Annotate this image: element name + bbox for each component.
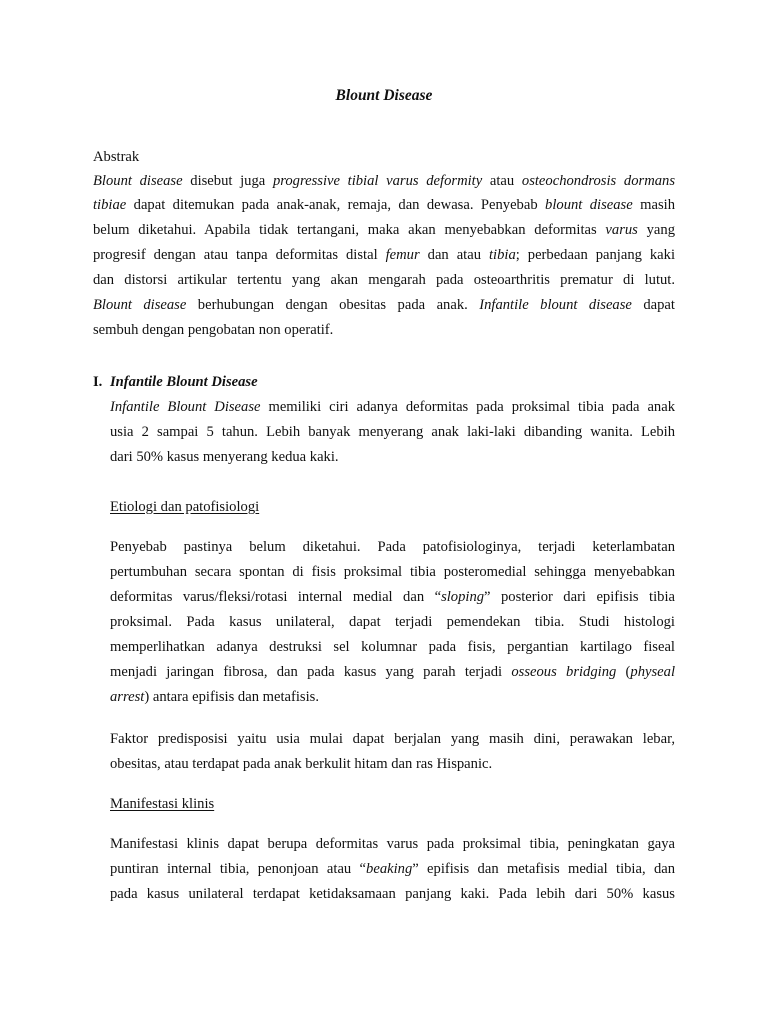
etiologi-p2-line-1: Faktor predisposisi yaitu usia mulai dapat berjalan yang masih dini, perawakan lebar,	[110, 731, 675, 747]
abstract-text: dapat	[631, 297, 675, 313]
abstract-term: Infantile blount disease	[479, 297, 632, 313]
abstract-line-7: sembuh dengan pengobatan non operatif.	[93, 322, 334, 338]
document-title: Blount Disease	[335, 87, 433, 104]
manifestasi-p1-line-3: pada kasus unilateral terdapat ketidaksamaan panjang kaki. Pada lebih dari 50% kasus	[110, 886, 675, 902]
abstract-line-1	[93, 172, 675, 190]
etiologi-text: ” posterior dari epifisis tibia	[484, 589, 675, 605]
etiologi-text: ) antara epifisis dan metafisis.	[144, 689, 319, 705]
intro-line-2: usia 2 sampai 5 tahun. Lebih banyak menyerang anak laki-laki dibanding wanita. Lebih	[110, 424, 675, 440]
abstract-term: Blount disease	[93, 297, 187, 313]
manifestasi-heading	[110, 795, 675, 813]
etiologi-text: menjadi jaringan fibrosa, dan pada kasus yang parah terjadi	[110, 664, 512, 680]
abstract-text: progresif dengan atau tanpa deformitas distal	[93, 247, 386, 263]
manifestasi-p1-line-1: Manifestasi klinis dapat berupa deformitas varus pada proksimal tibia, peningkatan gaya	[110, 836, 675, 852]
intro-term: Infantile Blount Disease	[110, 399, 261, 415]
etiologi-term: arrest	[110, 689, 145, 705]
abstract-term: varus	[605, 222, 638, 238]
etiologi-p1-line-4: proksimal. Pada kasus unilateral, dapat terjadi pemendekan tibia. Studi histologi	[110, 614, 675, 630]
manifestasi-term: beaking	[366, 861, 413, 877]
etiologi-p1-line-3	[110, 588, 675, 606]
etiologi-term: physeal	[630, 664, 676, 680]
abstract-label: Abstrak	[93, 149, 140, 165]
abstract-text: ; perbedaan panjang kaki	[515, 247, 676, 263]
abstract-text: yang	[637, 222, 675, 238]
manifestasi-text: ” epifisis dan metafisis medial tibia, dan	[412, 861, 676, 877]
abstract-text: masih	[632, 197, 675, 213]
manifestasi-p1-line-2	[110, 860, 675, 878]
abstract-line-2	[93, 196, 675, 214]
etiologi-text: deformitas varus/fleksi/rotasi internal medial dan “	[110, 589, 442, 605]
etiologi-term: osseous bridging	[511, 664, 617, 680]
etiologi-term: sloping	[441, 589, 485, 605]
etiologi-p1-line-7	[110, 688, 675, 706]
section-number: I.	[93, 374, 103, 390]
etiologi-text: (	[616, 664, 631, 680]
etiologi-heading-text: Etiologi dan patofisiologi	[110, 499, 260, 515]
abstract-text: dan atau	[419, 247, 489, 263]
intro-line-1	[110, 398, 675, 416]
etiologi-p1-line-1: Penyebab pastinya belum diketahui. Pada patofisiologinya, terjadi keterlambatan	[110, 539, 675, 555]
abstract-text: disebut juga	[182, 173, 273, 189]
abstract-line-6	[93, 296, 675, 314]
intro-line-3: dari 50% kasus menyerang kedua kaki.	[110, 449, 339, 465]
etiologi-p1-line-6	[110, 663, 675, 681]
abstract-term: osteochondrosis dormans	[521, 173, 675, 189]
abstract-term: progressive tibial varus deformity	[272, 173, 483, 189]
abstract-term: blount disease	[545, 197, 633, 213]
abstract-term: tibia	[488, 247, 516, 263]
abstract-text: dapat ditemukan pada anak-anak, remaja, dan dewasa. Penyebab	[126, 197, 546, 213]
intro-text: memiliki ciri adanya deformitas pada proksimal tibia pada anak	[260, 399, 675, 415]
etiologi-p2-line-2: obesitas, atau terdapat pada anak berkulit hitam dan ras Hispanic.	[110, 756, 493, 772]
abstract-line-5: dan distorsi artikular tertentu yang akan mengarah pada osteoarthritis prematur di lutut.	[93, 272, 675, 288]
abstract-text: belum diketahui. Apabila tidak tertangani, maka akan menyebabkan deformitas	[93, 222, 606, 238]
etiologi-p1-line-2: pertumbuhan secara spontan di fisis proksimal tibia posteromedial sehingga menyebabkan	[110, 564, 675, 580]
abstract-line-4	[93, 246, 675, 264]
etiologi-heading	[110, 498, 675, 516]
abstract-term: femur	[385, 247, 420, 263]
section-heading: Infantile Blount Disease	[110, 374, 258, 390]
abstract-text: atau	[482, 173, 522, 189]
abstract-term: tibiae	[93, 197, 127, 213]
manifestasi-heading-text: Manifestasi klinis	[110, 796, 215, 812]
manifestasi-text: puntiran internal tibia, penonjoan atau “	[110, 861, 367, 877]
abstract-text: berhubungan dengan obesitas pada anak.	[186, 297, 480, 313]
abstract-line-3	[93, 221, 675, 239]
etiologi-p1-line-5: memperlihatkan adanya destruksi sel kolumnar pada fisis, pergantian kartilago fiseal	[110, 639, 675, 655]
abstract-term: Blount disease	[93, 173, 183, 189]
